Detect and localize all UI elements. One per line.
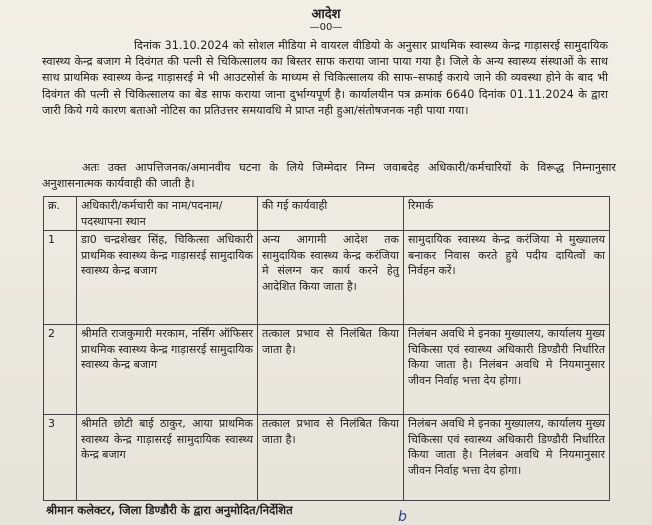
order-paragraph-incident: दिनांक 31.10.2024 को सोशल मीडिया मे वायरल वीडियो के अनुसार प्राथमिक स्वास्थ्य केन्द्र गाड़ासरई सामुदायिक स्वास्थ्य केन्द्र बजाग मे दिवंगत की पत्नी से चिकित्सालय का बिस्तर साफ कराया जाना पाया गया है। जिले के अन्य स्वास्थ्य संस्थाओं के साथ साथ प्राथमिक स्वास्थ्य केन्द्र गाड़ासरई मे भी आउटसोर्स के माध्यम से चिकित्सालय की साफ–सफाई कराये जाने की व्यवस्था होने के बाद भी दिवंगत की पत्नी से चिकित्सालय का बेड साफ कराया जाना दुर्भाग्यपूर्ण है। कार्यालयीन पत्र क्रमांक 6640 दिनांक 01.11.2024 के द्वारा जारी किये गये कारण बताओ नोटिस का प्रतिउत्तर समयावधि मे प्राप्त नही हुआ/संतोषजनक नही पाया गया।	[42, 39, 608, 117]
cell-person: डा0 चन्द्रशेखर सिंह, चिकित्सा अधिकारी प्राथमिक स्वास्थ्य केन्द्र गाड़ासरई सामुदायिक स्वास्थ्य केन्द्र बजाग	[77, 231, 258, 325]
header-serial: क्र.	[44, 197, 77, 231]
header-person: अधिकारी/कर्मचारी का नाम/पदनाम/पदस्थापना स्थान	[77, 197, 258, 231]
table-header-row	[44, 197, 610, 231]
order-title: आदेश	[311, 7, 341, 22]
cell-remark: निलंबन अवधि मे इनका मुख्यालय, कार्यालय मुख्य चिकित्सा एवं स्वास्थ्य अधिकारी डिण्डौरी निर्धारित किया जाता है। निलंबन अवधि मे नियमानुसार जीवन निर्वाह भत्ता देय होगा।	[404, 415, 610, 501]
approval-footer: श्रीमान कलेक्टर, जिला डिण्डौरी के द्वारा अनुमोदित/निर्देशित	[46, 503, 293, 517]
table-row	[44, 231, 610, 325]
cell-serial: 3	[44, 415, 77, 501]
table-row	[44, 415, 610, 501]
header-remark: रिमार्क	[404, 197, 610, 231]
header-action: की गई कार्यवाही	[258, 197, 404, 231]
order-paragraph-action-intro: अतः उक्त आपत्तिजनक/अमानवीय घटना के लिये जिम्मेदार निम्न जवाबदेह अधिकारी/कर्मचारियों के विरूद्ध निम्नानुसार अनुशासनात्मक कार्यवाही की जाती है।	[42, 161, 616, 191]
cell-person: श्रीमति छोटी बाई ठाकुर, आया प्राथमिक स्वास्थ्य केन्द्र गाड़ासरई सामुदायिक स्वास्थ्य केन्द्र बजाग	[77, 415, 258, 501]
cell-action: अन्य आगामी आदेश तक सामुदायिक स्वास्थ्य केन्द्र करंजिया मे संलग्न कर कार्य करने हेतु आदेशित किया जाता है।	[258, 231, 404, 325]
title-divider: —00—	[309, 22, 343, 33]
cell-action: तत्काल प्रभाव से निलंबित किया जाता है।	[258, 415, 404, 501]
disciplinary-action-table	[43, 196, 610, 501]
cell-remark: सामुदायिक स्वास्थ्य केन्द्र करंजिया मे मुख्यालय बनाकर निवास करते हुये पदीय दायित्वों का निर्वहन करें।	[404, 231, 610, 325]
signature-mark: b	[398, 509, 407, 525]
cell-remark: निलंबन अवधि मे इनका मुख्यालय, कार्यालय मुख्य चिकित्सा एवं स्वास्थ्य अधिकारी डिण्डौरी निर्धारित किया जाता है। निलंबन अवधि मे नियमानुसार जीवन निर्वाह भत्ता देय होगा।	[404, 325, 610, 415]
table-row	[44, 325, 610, 415]
cell-action: तत्काल प्रभाव से निलंबित किया जाता है।	[258, 325, 404, 415]
cell-person: श्रीमति राजकुमारी मरकाम, नर्सिंग ऑफिसर प्राथमिक स्वास्थ्य केन्द्र गाड़ासरई सामुदायिक स्वास्थ्य केन्द्र बजाग	[77, 325, 258, 415]
cell-serial: 1	[44, 231, 77, 325]
cell-serial: 2	[44, 325, 77, 415]
